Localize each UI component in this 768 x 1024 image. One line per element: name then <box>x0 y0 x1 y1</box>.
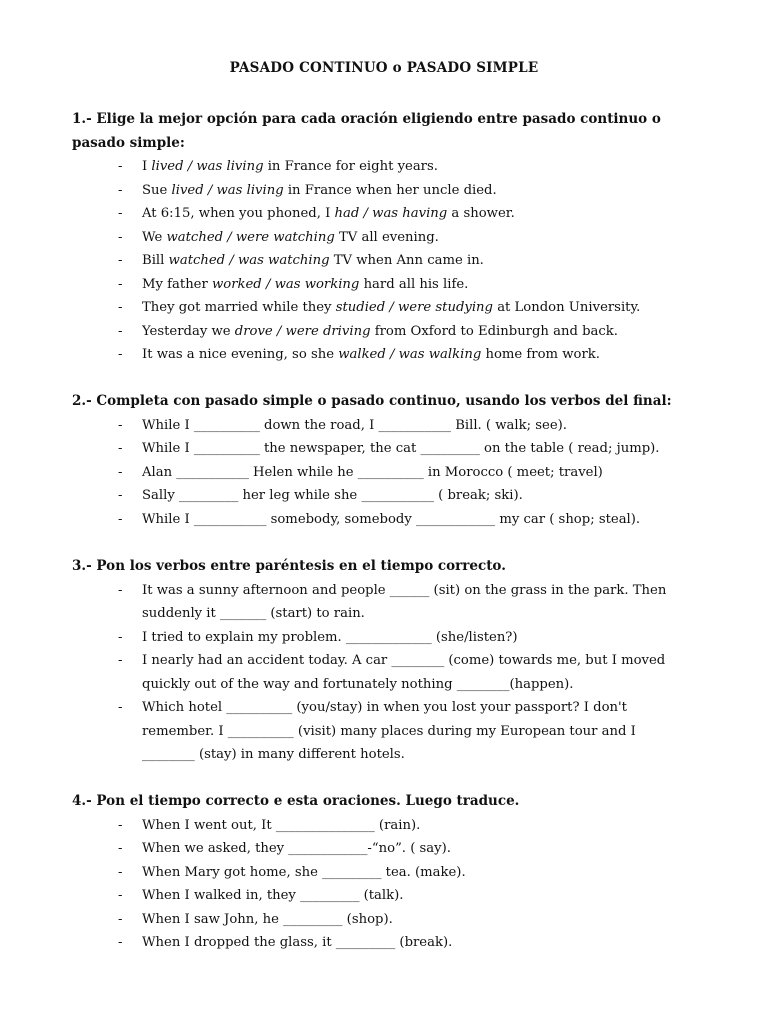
bullet: - <box>118 841 123 856</box>
item-options: lived / was living <box>151 159 264 174</box>
list-item <box>72 908 712 932</box>
item-text: TV all evening. <box>334 229 439 245</box>
item-text: quickly out of the way and fortunately nothing ________(happen). <box>142 676 574 692</box>
bullet: - <box>118 276 123 292</box>
list-item <box>72 837 712 861</box>
item-text: Yesterday we <box>142 323 235 339</box>
item-text: At 6:15, when you phoned, I <box>142 206 335 221</box>
bullet: - <box>118 488 123 503</box>
list-item <box>72 437 712 461</box>
list-item <box>72 343 712 367</box>
item-text: hard all his life. <box>359 276 469 292</box>
item-options: drove / were driving <box>234 323 371 339</box>
item-text: While I __________ down the road, I ___________ Bill. ( walk; see). <box>142 417 567 433</box>
bullet: - <box>118 629 123 645</box>
item-text: TV when Ann came in. <box>329 253 484 268</box>
list-item <box>72 249 712 273</box>
section-heading <box>72 108 712 155</box>
exercise-list <box>72 579 712 767</box>
list-item <box>72 861 712 885</box>
page-title: PASADO CONTINUO o PASADO SIMPLE <box>229 60 539 76</box>
item-text: When I walked in, they _________ (talk). <box>142 888 404 903</box>
bullet: - <box>118 229 123 245</box>
bullet: - <box>118 935 123 950</box>
list-item <box>72 508 712 532</box>
item-text: Bill <box>142 253 169 268</box>
bullet: - <box>118 464 123 480</box>
bullet: - <box>118 817 123 833</box>
bullet: - <box>118 347 123 362</box>
bullet: - <box>118 864 123 880</box>
bullet: - <box>118 441 123 456</box>
item-text: in France for eight years. <box>263 159 438 174</box>
item-text: When I saw John, he _________ (shop). <box>142 911 393 927</box>
section-2 <box>72 390 712 531</box>
item-text: It was a nice evening, so she <box>142 347 339 362</box>
exercise-list <box>72 414 712 532</box>
list-item <box>72 626 712 650</box>
bullet: - <box>118 182 123 198</box>
item-text: Alan ___________ Helen while he __________ in Morocco ( meet; travel) <box>142 464 603 480</box>
section-3 <box>72 555 712 767</box>
list-item <box>72 461 712 485</box>
bullet: - <box>118 323 123 339</box>
list-item <box>72 414 712 438</box>
bullet: - <box>118 888 123 903</box>
item-text: ________ (stay) in many different hotels. <box>142 747 405 762</box>
item-text: They got married while they <box>142 300 336 315</box>
item-options: lived / was living <box>171 182 284 198</box>
list-item <box>72 155 712 179</box>
item-text: When Mary got home, she _________ tea. (make). <box>142 864 466 880</box>
item-text: I tried to explain my problem. _____________ (she/listen?) <box>142 629 518 645</box>
heading-line: 1.- Elige la mejor opción para cada oración eligiendo entre pasado continuo o <box>72 111 661 127</box>
item-text: I <box>142 159 152 174</box>
item-options: studied / were studying <box>335 300 493 315</box>
list-item <box>72 814 712 838</box>
item-text: Which hotel __________ (you/stay) in when you lost your passport? I don't <box>142 700 627 715</box>
bullet: - <box>118 911 123 927</box>
list-item <box>72 484 712 508</box>
bullet: - <box>118 582 123 598</box>
section-4 <box>72 790 712 955</box>
item-options: watched / were watching <box>166 229 335 245</box>
item-text: from Oxford to Edinburgh and back. <box>370 323 618 339</box>
item-text: a shower. <box>447 206 515 221</box>
item-options: had / was having <box>334 206 448 221</box>
item-options: walked / was walking <box>338 347 482 362</box>
list-item <box>72 931 712 955</box>
item-text: While I __________ the newspaper, the cat _________ on the table ( read; jump). <box>142 441 660 456</box>
item-text: home from work. <box>481 347 600 362</box>
bullet: - <box>118 511 123 527</box>
item-text: I nearly had an accident today. A car ________ (come) towards me, but I moved <box>142 653 666 668</box>
list-item <box>72 579 712 626</box>
heading-line: pasado simple: <box>72 134 185 151</box>
bullet: - <box>118 206 123 221</box>
item-text: at London University. <box>493 300 641 315</box>
list-item <box>72 320 712 344</box>
item-text: We <box>142 229 167 245</box>
list-item <box>72 179 712 203</box>
item-options: worked / was working <box>211 276 360 292</box>
bullet: - <box>118 653 123 668</box>
item-text: remember. I __________ (visit) many places during my European tour and I <box>142 723 636 739</box>
list-item <box>72 226 712 250</box>
section-1 <box>72 108 712 367</box>
item-text: When I dropped the glass, it _________ (break). <box>142 935 453 950</box>
list-item <box>72 649 712 696</box>
item-text: While I ___________ somebody, somebody ____________ my car ( shop; steal). <box>142 511 641 527</box>
bullet: - <box>118 700 123 715</box>
section-heading: 4.- Pon el tiempo correcto e esta oraciones. Luego traduce. <box>72 793 520 809</box>
section-heading: 3.- Pon los verbos entre paréntesis en el tiempo correcto. <box>72 558 506 574</box>
list-item <box>72 696 712 767</box>
list-item <box>72 884 712 908</box>
item-text: When we asked, they ____________-“no”. ( say). <box>142 841 451 856</box>
item-text: My father <box>142 276 212 292</box>
item-text: When I went out, It _______________ (rain). <box>142 817 421 833</box>
bullet: - <box>118 253 123 268</box>
list-item <box>72 202 712 226</box>
exercise-list <box>72 155 712 367</box>
item-text: It was a sunny afternoon and people ______ (sit) on the grass in the park. Then <box>142 582 667 598</box>
bullet: - <box>118 300 123 315</box>
item-text: in France when her uncle died. <box>283 182 497 198</box>
section-heading: 2.- Completa con pasado simple o pasado continuo, usando los verbos del final: <box>72 393 672 409</box>
bullet: - <box>118 159 123 174</box>
item-text: suddenly it _______ (start) to rain. <box>142 606 365 621</box>
bullet: - <box>118 417 123 433</box>
list-item <box>72 273 712 297</box>
exercise-list <box>72 814 712 955</box>
item-text: Sue <box>142 182 172 198</box>
list-item <box>72 296 712 320</box>
item-options: watched / was watching <box>168 253 330 268</box>
item-text: Sally _________ her leg while she ___________ ( break; ski). <box>142 488 523 503</box>
